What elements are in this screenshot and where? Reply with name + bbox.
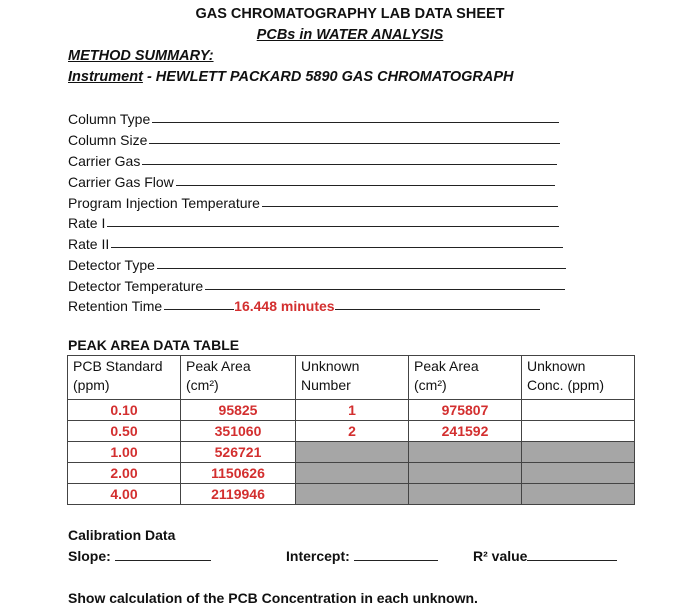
fill-line[interactable]	[157, 267, 566, 269]
field-column-size	[68, 128, 560, 148]
field-retention-time	[68, 294, 540, 314]
method-summary-heading: METHOD SUMMARY:	[68, 48, 214, 64]
cell-unknown-conc[interactable]	[522, 421, 635, 442]
header-line-2: (cm²)	[414, 377, 447, 393]
cell-standard: 4.00	[68, 484, 181, 505]
fill-line-post[interactable]	[335, 308, 540, 310]
intercept-field	[286, 548, 438, 564]
header-line-1: Unknown	[301, 358, 360, 374]
table-row	[68, 463, 635, 484]
field-label: Retention Time	[68, 298, 163, 314]
calibration-heading: Calibration Data	[68, 527, 176, 543]
header-unknown-conc	[522, 356, 635, 400]
subtitle-text: PCBs in WATER ANALYSIS	[256, 27, 444, 43]
page-subtitle	[0, 27, 700, 43]
slope-field	[68, 548, 211, 564]
intercept-blank[interactable]	[354, 559, 438, 561]
table-header-row	[68, 356, 635, 400]
header-peak-area	[181, 356, 296, 400]
intercept-label: Intercept:	[286, 548, 350, 564]
cell-shaded	[522, 442, 635, 463]
field-label: Program Injection Temperature	[68, 195, 260, 211]
cell-shaded	[409, 442, 522, 463]
field-program-injection-temperature	[68, 191, 558, 211]
slope-blank[interactable]	[115, 559, 211, 561]
fill-line[interactable]	[176, 184, 555, 186]
r2-blank[interactable]	[527, 559, 617, 561]
fill-line[interactable]	[149, 142, 560, 144]
cell-unknown-number: 2	[296, 421, 409, 442]
header-line-1: PCB Standard	[73, 358, 163, 374]
instrument-line	[68, 69, 514, 85]
field-rate-i	[68, 211, 559, 231]
r2-field	[473, 548, 617, 564]
field-label: Carrier Gas Flow	[68, 174, 174, 190]
fill-line[interactable]	[142, 163, 557, 165]
cell-unknown-peak-area: 975807	[409, 400, 522, 421]
field-label: Column Type	[68, 111, 151, 127]
cell-standard: 1.00	[68, 442, 181, 463]
peak-area-table	[67, 355, 635, 505]
instrument-label: Instrument	[68, 69, 143, 85]
header-line-1: Peak Area	[414, 358, 479, 374]
cell-standard: 0.50	[68, 421, 181, 442]
cell-unknown-number: 1	[296, 400, 409, 421]
header-line-1: Peak Area	[186, 358, 251, 374]
header-unknown-peak-area	[409, 356, 522, 400]
field-column-type	[68, 107, 559, 127]
field-label: Detector Temperature	[68, 278, 204, 294]
header-pcb-standard	[68, 356, 181, 400]
cell-shaded	[296, 484, 409, 505]
cell-peak-area: 95825	[181, 400, 296, 421]
header-unknown-number	[296, 356, 409, 400]
fill-line[interactable]	[262, 205, 558, 207]
page-title: GAS CHROMATOGRAPHY LAB DATA SHEET	[195, 6, 505, 22]
fill-line[interactable]	[111, 246, 563, 248]
field-carrier-gas	[68, 149, 557, 169]
field-label: Rate II	[68, 236, 110, 252]
peak-table-title: PEAK AREA DATA TABLE	[68, 337, 240, 353]
cell-peak-area: 526721	[181, 442, 296, 463]
field-label: Column Size	[68, 132, 148, 148]
cell-standard: 2.00	[68, 463, 181, 484]
cell-peak-area: 1150626	[181, 463, 296, 484]
table-row	[68, 484, 635, 505]
field-label: Carrier Gas	[68, 153, 141, 169]
retention-time-value: 16.448 minutes	[234, 298, 335, 314]
calculation-instruction: Show calculation of the PCB Concentration in each unknown.	[68, 590, 478, 606]
cell-shaded	[296, 463, 409, 484]
table-row	[68, 442, 635, 463]
fill-line-pre[interactable]	[164, 308, 234, 310]
cell-peak-area: 2119946	[181, 484, 296, 505]
cell-shaded	[296, 442, 409, 463]
field-label: Rate I	[68, 215, 106, 231]
cell-standard: 0.10	[68, 400, 181, 421]
header-line-2: Conc. (ppm)	[527, 377, 605, 393]
field-detector-type	[68, 253, 566, 273]
header-line-2: Number	[301, 377, 351, 393]
header-line-2: (cm²)	[186, 377, 219, 393]
header-line-1: Unknown	[527, 358, 586, 374]
cell-shaded	[522, 484, 635, 505]
cell-shaded	[522, 463, 635, 484]
field-carrier-gas-flow	[68, 170, 555, 190]
fill-line[interactable]	[152, 121, 559, 123]
table-row	[68, 421, 635, 442]
cell-unknown-conc[interactable]	[522, 400, 635, 421]
cell-unknown-peak-area: 241592	[409, 421, 522, 442]
instrument-value: - HEWLETT PACKARD 5890 GAS CHROMATOGRAPH	[142, 69, 514, 85]
fill-line[interactable]	[107, 225, 559, 227]
field-label: Detector Type	[68, 257, 155, 273]
table-row	[68, 400, 635, 421]
header-line-2: (ppm)	[73, 377, 110, 393]
fill-line[interactable]	[205, 288, 565, 290]
field-rate-ii	[68, 232, 563, 252]
cell-peak-area: 351060	[181, 421, 296, 442]
slope-label: Slope:	[68, 548, 111, 564]
r2-label: R² value	[473, 548, 528, 564]
cell-shaded	[409, 463, 522, 484]
cell-shaded	[409, 484, 522, 505]
field-detector-temperature	[68, 274, 565, 294]
